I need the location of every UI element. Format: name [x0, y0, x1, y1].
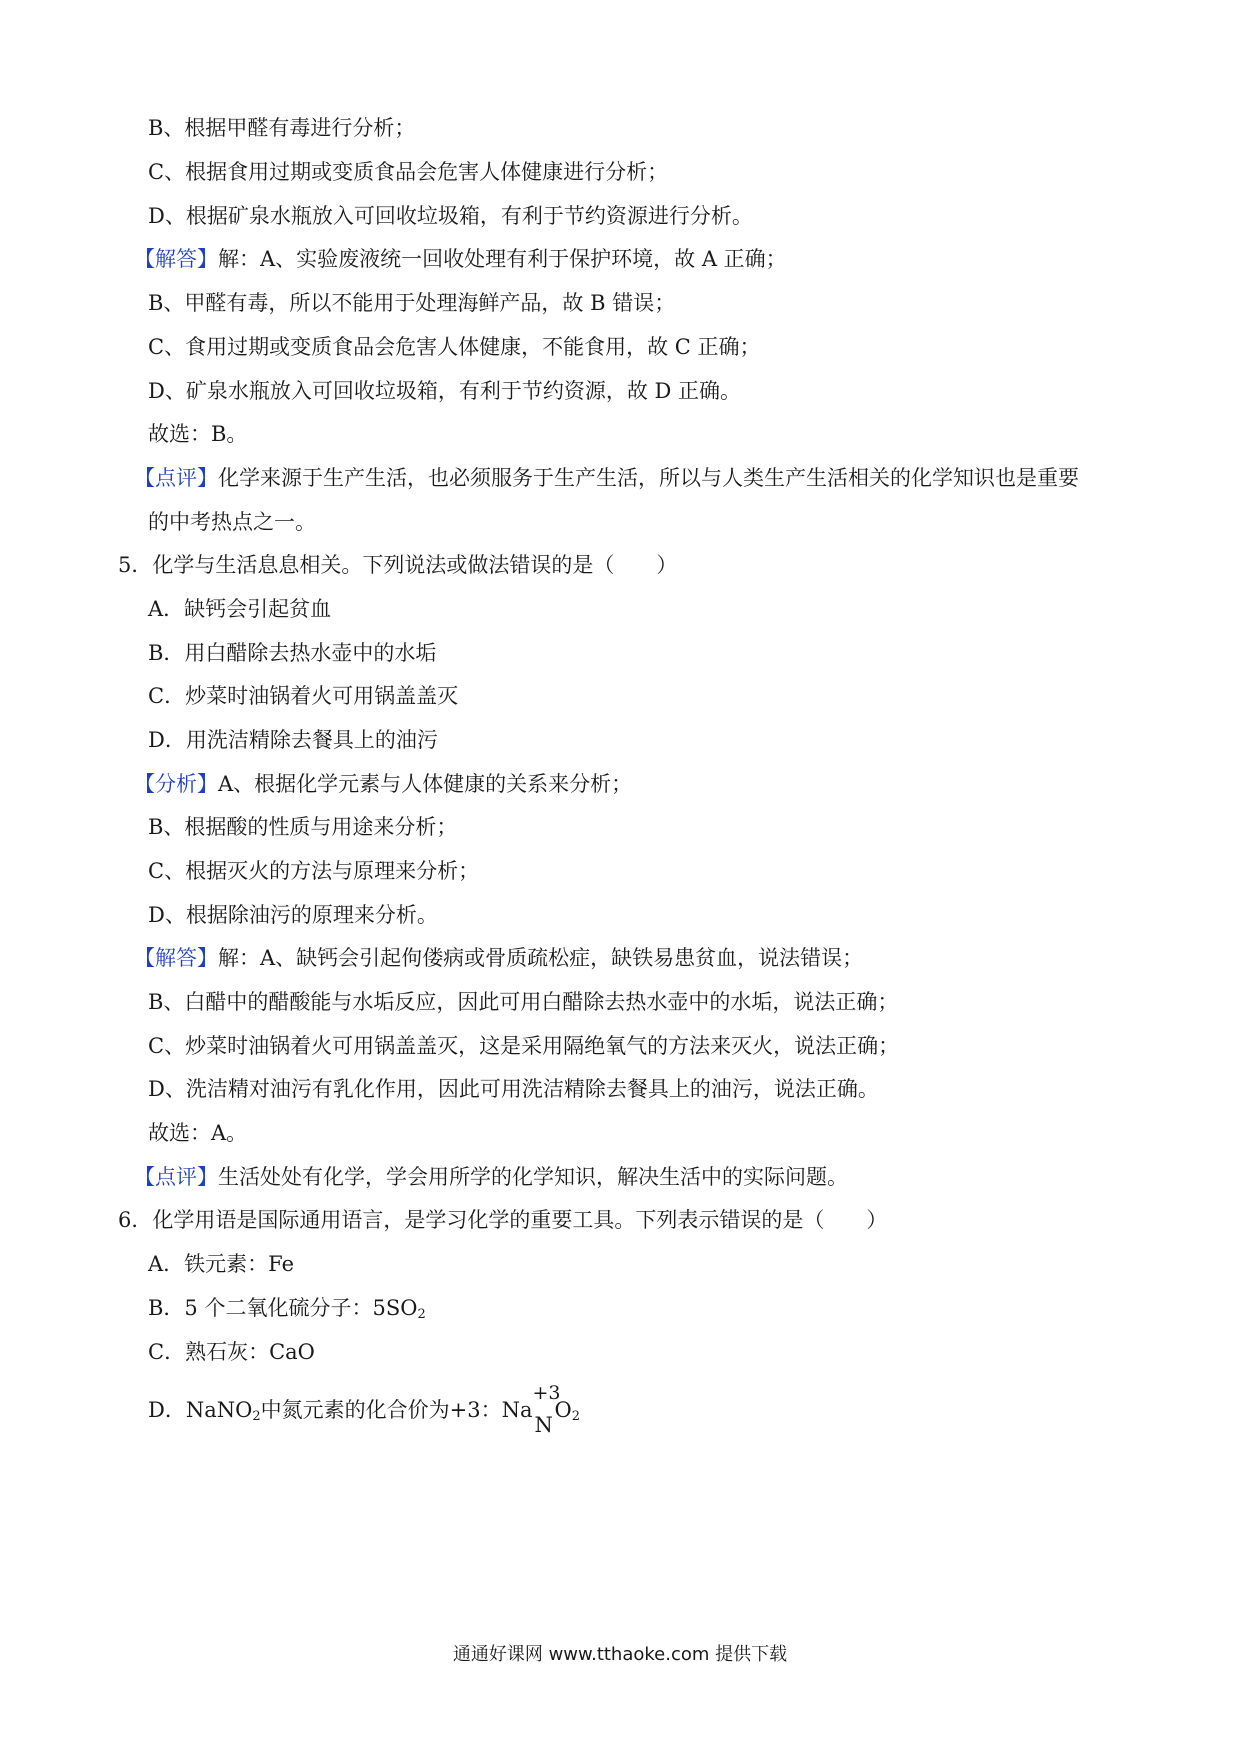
comment-text: 生活处处有化学，学会用所学的化学知识，解决生活中的实际问题。 [218, 1165, 848, 1189]
subscript: 2 [252, 1409, 261, 1424]
text-line: D、根据矿泉水瓶放入可回收垃圾箱，有利于节约资源进行分析。 [148, 204, 753, 228]
analysis-line [134, 770, 632, 798]
option-d [148, 1382, 580, 1437]
valence-value: +3 [532, 1382, 561, 1404]
answer-line [134, 245, 787, 273]
comment-tag: 【点评】 [134, 466, 218, 490]
option-d: D．用洗洁精除去餐具上的油污 [148, 728, 438, 752]
comment-text: 化学来源于生产生活，也必须服务于生产生活，所以与人类生产生活相关的化学知识也是重要 [218, 466, 1079, 490]
option-d-post: O [554, 1398, 572, 1422]
option-d-text: D．NaNO [148, 1398, 253, 1422]
analysis-tag: 【分析】 [134, 772, 218, 796]
option-d-mid: 中氮元素的化合价为+3：Na [260, 1398, 533, 1422]
analysis-text: A、根据化学元素与人体健康的关系来分析； [218, 772, 633, 796]
text-line: C、炒菜时油锅着火可用锅盖盖灭，这是采用隔绝氧气的方法来灭火，说法正确； [148, 1034, 900, 1058]
text-line: 的中考热点之一。 [148, 510, 316, 534]
text-line: D、洗洁精对油污有乳化作用，因此可用洗洁精除去餐具上的油污，说法正确。 [148, 1077, 879, 1101]
text-line: 故选：B。 [148, 422, 248, 446]
question-6: 6．化学用语是国际通用语言，是学习化学的重要工具。下列表示错误的是（ ） [118, 1208, 888, 1232]
comment-tag: 【点评】 [134, 1165, 218, 1189]
answer-tag: 【解答】 [134, 247, 218, 271]
text-line: 故选：A。 [148, 1121, 248, 1145]
text-line: B、甲醛有毒，所以不能用于处理海鲜产品，故 B 错误； [148, 291, 676, 315]
answer-line [134, 944, 863, 972]
option-a: A．铁元素：Fe [148, 1252, 295, 1276]
text-line: D、矿泉水瓶放入可回收垃圾箱，有利于节约资源，故 D 正确。 [148, 379, 742, 403]
page-footer: 通通好课网 www.tthaoke.com 提供下载 [452, 1644, 788, 1665]
subscript: 2 [417, 1307, 426, 1322]
valence-element: N [534, 1413, 553, 1437]
comment-line [134, 1163, 848, 1191]
text-line: B、白醋中的醋酸能与水垢反应，因此可用白醋除去热水壶中的水垢，说法正确； [148, 990, 899, 1014]
text-line: C、根据食用过期或变质食品会危害人体健康进行分析； [148, 160, 669, 184]
option-b [148, 1294, 426, 1329]
text-line: C、根据灭火的方法与原理来分析； [148, 859, 480, 883]
answer-text: 解：A、实验废液统一回收处理有利于保护环境，故 A 正确； [218, 247, 787, 271]
option-c: C．熟石灰：CaO [148, 1340, 315, 1364]
answer-text: 解：A、缺钙会引起佝偻病或骨质疏松症，缺铁易患贫血，说法错误； [218, 946, 864, 970]
option-a: A．缺钙会引起贫血 [148, 597, 332, 621]
option-c: C．炒菜时油锅着火可用锅盖盖灭 [148, 684, 459, 708]
answer-tag: 【解答】 [134, 946, 218, 970]
text-line: D、根据除油污的原理来分析。 [148, 903, 438, 927]
valence-notation [532, 1382, 561, 1437]
question-5: 5．化学与生活息息相关。下列说法或做法错误的是（ ） [118, 553, 678, 577]
option-b-text: B．5 个二氧化硫分子：5SO [148, 1296, 418, 1320]
subscript: 2 [571, 1409, 580, 1424]
text-line: B、根据甲醛有毒进行分析； [148, 116, 416, 140]
option-b: B．用白醋除去热水壶中的水垢 [148, 641, 437, 665]
text-line: B、根据酸的性质与用途来分析； [148, 815, 458, 839]
text-line: C、食用过期或变质食品会危害人体健康，不能食用，故 C 正确； [148, 335, 761, 359]
comment-line [134, 464, 1079, 492]
